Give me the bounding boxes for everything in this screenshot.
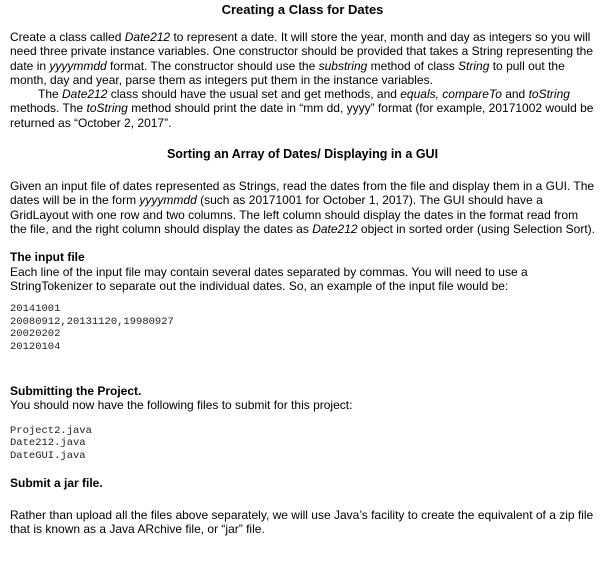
jar-paragraph: Rather than upload all the files above separately, we will use Java’s facility to create the equivalent of a zip file that is known as a Java ARchive file, or “jar” file. bbox=[10, 507, 594, 536]
sorting-heading: Sorting an Array of Dates/ Displaying in a GUI bbox=[166, 147, 439, 162]
file-item: DateGUI.java bbox=[10, 449, 86, 462]
input-line: 20080912,20131120,19980927 bbox=[10, 315, 174, 328]
input-file-paragraph: Each line of the input file may contain several dates separated by commas. You will need to use a StringTokenizer to separate out the individual dates. So, an example of the input file would be: bbox=[10, 264, 528, 293]
input-line: 20020202 bbox=[10, 328, 61, 341]
submitting-paragraph: You should now have the following files to submit for this project: bbox=[10, 398, 353, 413]
file-list bbox=[10, 425, 595, 463]
submitting-heading: Submitting the Project. bbox=[10, 384, 142, 399]
document-page bbox=[10, 0, 595, 536]
input-file-heading: The input file bbox=[10, 250, 85, 265]
file-item: Project2.java bbox=[10, 424, 92, 437]
input-line: 20120104 bbox=[10, 340, 61, 353]
page-title: Creating a Class for Dates bbox=[221, 2, 384, 17]
jar-heading: Submit a jar file. bbox=[10, 476, 103, 491]
file-item: Date212.java bbox=[10, 437, 86, 450]
intro-paragraph: Create a class called Date212 to represent a date. It will store the year, month and day as integers so you will need three private instance variables. One constructor should be provided that takes a String representing the date in yyyymmdd format. The constructor should use the substring method of class String to pull out the month, day and year, parse them as integers put them in the instance variables. bbox=[10, 30, 594, 87]
input-line: 20141001 bbox=[10, 303, 61, 316]
class-methods-paragraph: The Date212 class should have the usual set and get methods, and equals, compareTo and toString methods. The toString method should print the date in “mm dd, yyyy” format (for example, 20171002 would be returned as “October 2, 2017”. bbox=[10, 87, 594, 130]
input-file-example bbox=[10, 303, 595, 353]
sorting-paragraph: Given an input file of dates represented as Strings, read the dates from the file and display them in a GUI. The dates will be in the form yyyymmdd (such as 20171001 for October 1, 2017). The GUI should have a GridLayout with one row and two columns. The left column should display the dates in the format read from the file, and the right column should display the dates as Date212 object in sorted order (using Selection Sort). bbox=[10, 179, 596, 236]
